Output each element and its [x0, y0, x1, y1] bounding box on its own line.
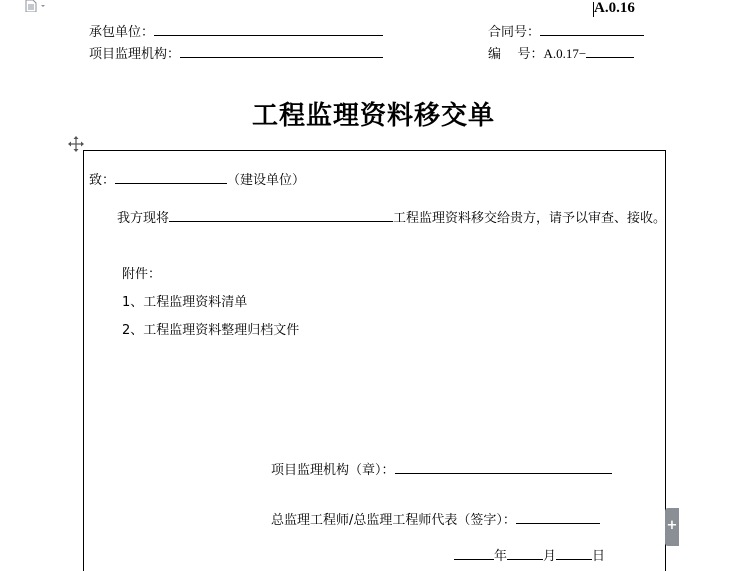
attachments-label: 附件：: [122, 267, 162, 282]
supervision-org-row: [89, 43, 383, 62]
day-field[interactable]: [556, 545, 592, 560]
serial-field[interactable]: [586, 43, 634, 58]
attachment-item: 1、工程监理资料清单: [122, 295, 248, 310]
expand-panel-icon[interactable]: +: [665, 508, 679, 546]
to-row: [89, 169, 305, 188]
statement-suffix: 工程监理资料移交给贵方，请予以审查、接收。: [393, 211, 667, 226]
serial-value: A.0.17−: [543, 46, 587, 61]
engineer-sign-field[interactable]: [516, 509, 600, 524]
engineer-sign-row: [271, 509, 600, 528]
org-seal-row: [271, 459, 612, 478]
project-name-field[interactable]: [169, 207, 393, 222]
org-seal-field[interactable]: [395, 459, 612, 474]
contract-no-row: [488, 21, 644, 40]
year-label: 年: [494, 549, 508, 564]
page-title: 工程监理资料移交单: [251, 101, 495, 131]
attachment-item: 2、工程监理资料整理归档文件: [122, 323, 300, 338]
document-icon[interactable]: [24, 0, 50, 12]
supervision-org-field[interactable]: [180, 43, 383, 58]
day-label: 日: [592, 549, 606, 564]
year-field[interactable]: [454, 545, 494, 560]
contractor-row: [89, 21, 383, 40]
serial-row: [488, 43, 634, 62]
org-seal-label: 项目监理机构（章）：: [271, 463, 395, 478]
supervision-org-label: 项目监理机构：: [89, 47, 181, 62]
statement-row: [117, 207, 666, 226]
to-suffix: （建设单位）: [227, 173, 306, 188]
contract-no-field[interactable]: [540, 21, 644, 36]
contract-no-label: 合同号：: [488, 25, 541, 40]
engineer-sign-label: 总监理工程师/总监理工程师代表（签字）：: [271, 513, 516, 528]
month-field[interactable]: [507, 545, 543, 560]
recipient-field[interactable]: [115, 169, 227, 184]
contractor-label: 承包单位：: [89, 25, 155, 40]
form-code: A.0.16: [594, 0, 635, 16]
date-row: [454, 545, 605, 564]
statement-prefix: 我方现将: [117, 211, 170, 226]
to-label: 致：: [89, 173, 116, 188]
contractor-field[interactable]: [154, 21, 383, 36]
month-label: 月: [543, 549, 557, 564]
table-move-handle-icon[interactable]: [68, 136, 84, 152]
serial-label: 编 号：: [488, 47, 544, 62]
